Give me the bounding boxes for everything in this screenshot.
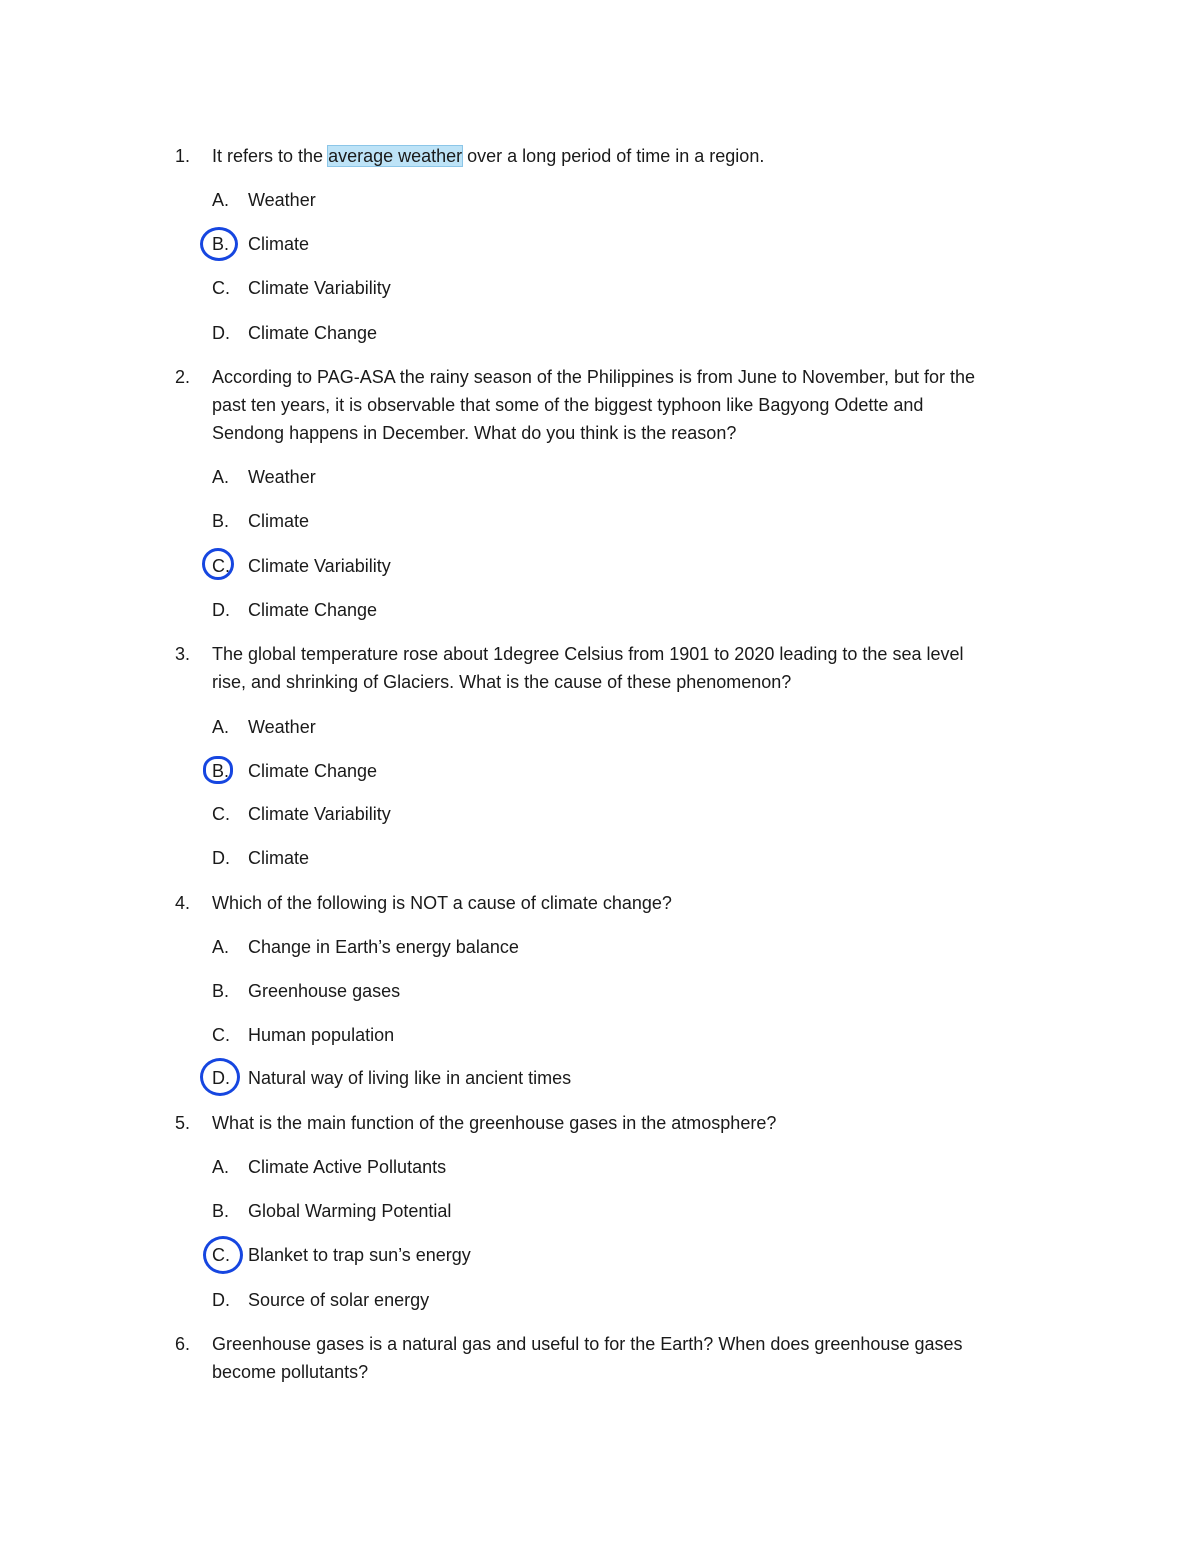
question-number: 4. (175, 893, 191, 913)
answer-circle-mark (200, 227, 238, 261)
document-page: 1. It refers to the average weather over a long period of time in a region. A. Weather B. Climate C. Climate Variability D. Climate Change 2. According to PAG-ASA the rainy season of the Philippines is from June to November, but for the past ten years, it is observable that some of the biggest typhoon like Bagyong Odette and Sendong happens in December. What do you think is the reason? A. Weather B. Climate C. Climate Variability D. Climate Change 3. The global temperature rose about 1degree Celsius from 1901 to 2020 leading to the sea level rise, and shrinking of Glaciers. What is the cause of these phenomenon? A. Weather B. Climate Change C. Climate Variability D. Climate 4. Which of the following is NOT a cause of climate change? A. Change in Earth’s energy balance B. Greenhouse gases C. Human population D. Natural way of living like in ancient times 5. What is the main function of the greenhouse gases in the atmosphere? A. Climate Active Pollutants B. Global Warming Potential C. Blanket to trap sun’s energy D. Source of solar energy 6. Greenhouse gases is a natural gas and useful to for the Earth? When does greenhouse gases become pollutants? (0, 0, 1200, 1553)
question-text: It refers to the average weather over a long period of time in a region. (212, 146, 765, 166)
answer-circle-mark (203, 1236, 243, 1274)
answer-circle-mark (203, 756, 233, 784)
question-number: 3. (175, 644, 191, 664)
answer-circle-mark (200, 1058, 240, 1096)
question-number: 6. (175, 1334, 191, 1354)
highlighted-phrase: average weather (328, 146, 463, 166)
answer-circle-mark (202, 548, 234, 580)
question-number: 1. (175, 146, 191, 166)
question-number: 5. (175, 1113, 191, 1133)
question-number: 2. (175, 367, 191, 387)
